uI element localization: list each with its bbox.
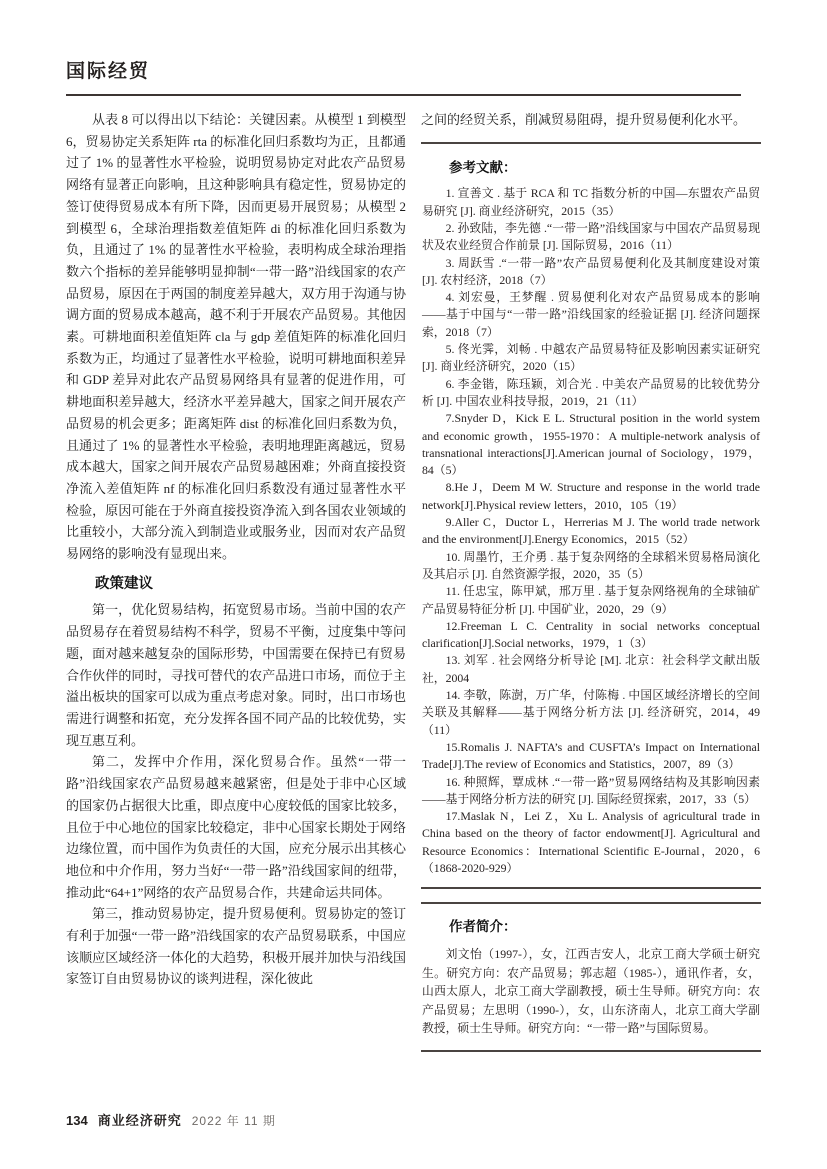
reference-item: 17.Maslak N，Lei Z，Xu L. Analysis of agricultural trade in China based on the theory of factor endowment[J]. Agricultural and Resource Economics：International Scientific E-Journal，2020，6（1868-2020-929） <box>422 809 760 875</box>
reference-item: 11. 任忠宝，陈甲斌，邢万里 . 基于复杂网络视角的全球铀矿产品贸易特征分析 [J]. 中国矿业，2020，29（9） <box>422 584 760 616</box>
reference-item: 14. 李敬，陈澍，万广华，付陈梅 . 中国区域经济增长的空间关联及其解释——基于网络分析方法 [J]. 经济研究，2014，49（11） <box>422 688 760 737</box>
page-footer <box>66 1110 276 1129</box>
references-heading: 参考文献： <box>449 159 517 175</box>
reference-item: 10. 周墨竹，王介勇 . 基于复杂网络的全球稻米贸易格局演化及其启示 [J]. 自然资源学报，2020，35（5） <box>422 549 760 581</box>
author-bio-text: 刘文怡（1997-），女，江西吉安人，北京工商大学硕士研究生。研究方向：农产品贸易；郭志超（1985-），通讯作者，女，山西太原人，北京工商大学副教授，硕士生导师。研究方向：农产品贸易；左思明（1990-），女，山东济南人，北京工商大学副教授，硕士生导师。研究方向：“一带一路”与国际贸易。 <box>422 946 760 1036</box>
continuation-paragraph: 之间的经贸关系，削减贸易阻碍，提升贸易便利化水平。 <box>421 112 747 127</box>
reference-item: 2. 孙致陆，李先德 .“一带一路”沿线国家与中国农产品贸易现状及农业经贸合作前景 [J]. 国际贸易，2016（11） <box>422 221 760 253</box>
reference-item: 16. 种照辉，覃成林 .“一带一路”贸易网络结构及其影响因素——基于网络分析方法的研究 [J]. 国际经贸探索，2017，33（5） <box>422 774 760 806</box>
body-paragraph: 从表 8 可以得出以下结论：关键因素。从模型 1 到模型 6，贸易协定关系矩阵 rta 的标准化回归系数均为正，且都通过了 1% 的显著性水平检验，说明贸易协定对此农产品贸易网络有显著正向影响，且这种影响具有稳定性，贸易协定的签订使得贸易成本有所下降，因而更易开展贸易；从模型 2 到模型 6，全球治理指数差值矩阵 di 的标准化回归系数为负，且通过了 1% 的显著性水平检验，表明构成全球治理指数六个指标的差异能够明显抑制“一带一路”沿线国家的农产品贸易，原因在于两国的制度差异越大，双方用于沟通与协调方面的贸易成本越高，越不利于开展农产品贸易。其他因素。可耕地面积差值矩阵 cla 与 gdp 差值矩阵的标准化回归系数为正，均通过了显著性水平检验，说明可耕地面积差异和 GDP 差异对此农产品贸易网络具有显著的促进作用，可耕地面积差异越大，经济水平差异越大，国家之间开展农产品贸易的机会更多；距离矩阵 dist 的标准化回归系数为负，且通过了 1% 的显著性水平检验，表明地理距离越远，贸易成本越大，国家之间开展农产品贸易越困难；外商直接投资净流入差值矩阵 nf 的标准化回归系数没有通过显著性水平检验，原因可能在于外商直接投资净流入到各国农业领域的比重较小，大部分流入到制造业或服务业，因而对农产品贸易网络的影响没有显现出来。 <box>66 112 406 562</box>
reference-item: 4. 刘宏曼，王梦醒 . 贸易便利化对农产品贸易成本的影响——基于中国与“一带一路”沿线国家的经验证据 [J]. 经济问题探索，2018（7） <box>422 290 760 339</box>
reference-item: 12.Freeman L C. Centrality in social networks conceptual clarification[J].Social networks，1979，1（3） <box>422 618 760 651</box>
body-paragraph: 第三，推动贸易协定，提升贸易便利。贸易协定的签订有利于加强“一带一路”沿线国家的农产品贸易联系，中国应该顺应区域经济一体化的大趋势，积极开展并加快与沿线国家签订自由贸易协议的谈判进程，深化彼此 <box>66 906 406 987</box>
issue-label: 2022 年 11 期 <box>191 1114 276 1128</box>
page-number: 134 <box>66 1113 88 1128</box>
reference-item: 1. 宣善文 . 基于 RCA 和 TC 指数分析的中国—东盟农产品贸易研究 [J]. 商业经济研究，2015（35） <box>422 186 760 218</box>
reference-item: 6. 李金锴，陈珏颖，刘合光 . 中美农产品贸易的比较优势分析 [J]. 中国农业科技导报，2019，21（11） <box>422 376 760 408</box>
body-paragraph: 第二，发挥中介作用，深化贸易合作。虽然“一带一路”沿线国家农产品贸易越来越紧密，但是处于非中心区域的国家仍占据很大比重，即点度中心度较低的国家比较多，且位于中心地位的国家比较稳定，非中心国家长期处于网络边缘位置，而中国作为负责任的大国，应充分展示出其核心地位和中介作用，努力当好“一带一路”沿线国家间的纽带，推动此“64+1”网络的农产品贸易合作，共建命运共同体。 <box>66 754 406 900</box>
reference-item: 15.Romalis J. NAFTA’s and CUSFTA’s Impact on International Trade[J].The review of Economics and Statistics，2007，89（3） <box>422 739 760 772</box>
reference-item: 5. 佟光霁，刘畅 . 中越农产品贸易特征及影响因素实证研究 [J]. 商业经济研究，2020（15） <box>422 342 760 374</box>
author-bio-heading: 作者简介： <box>449 919 517 935</box>
left-column <box>66 109 406 1111</box>
right-column <box>421 109 761 1052</box>
reference-item: 7.Snyder D，Kick E L. Structural position in the world system and economic growth，1955-1970：A multiple-network analysis of transnational interactions[J].American journal of Sociology，1979，84（5） <box>422 411 760 478</box>
references-box <box>421 142 761 890</box>
reference-item: 13. 刘军 . 社会网络分析导论 [M]. 北京：社会科学文献出版社，2004 <box>422 653 760 685</box>
reference-item: 3. 周跃雪 .“一带一路”农产品贸易便利化及其制度建设对策 [J]. 农村经济，2018（7） <box>422 255 760 287</box>
reference-item: 8.He J，Deem M W. Structure and response in the world trade network[J].Physical review letters，2010，105（19） <box>422 480 760 512</box>
section-header: 国际经贸 <box>66 61 151 82</box>
body-paragraph: 第一，优化贸易结构，拓宽贸易市场。当前中国的农产品贸易存在着贸易结构不科学，贸易不平衡，过度集中等问题，面对越来越复杂的国际形势，中国需要在保持已有贸易合作伙伴的同时，寻找可替代的农产品进口市场，而位于主溢出板块的国家可以成为重点考虑对象。同时，出口市场也需进行调整和拓宽，充分发挥各国不同产品的比较优势，实现互惠互利。 <box>66 602 406 748</box>
reference-item: 9.Aller C，Ductor L，Herrerias M J. The world trade network and the environment[J].Energy Economics，2015（52） <box>422 515 760 547</box>
policy-recommendations-heading: 政策建议 <box>95 575 153 592</box>
journal-name: 商业经济研究 <box>97 1113 182 1128</box>
header-divider-rule <box>66 94 741 96</box>
author-bio-box <box>421 902 761 1052</box>
